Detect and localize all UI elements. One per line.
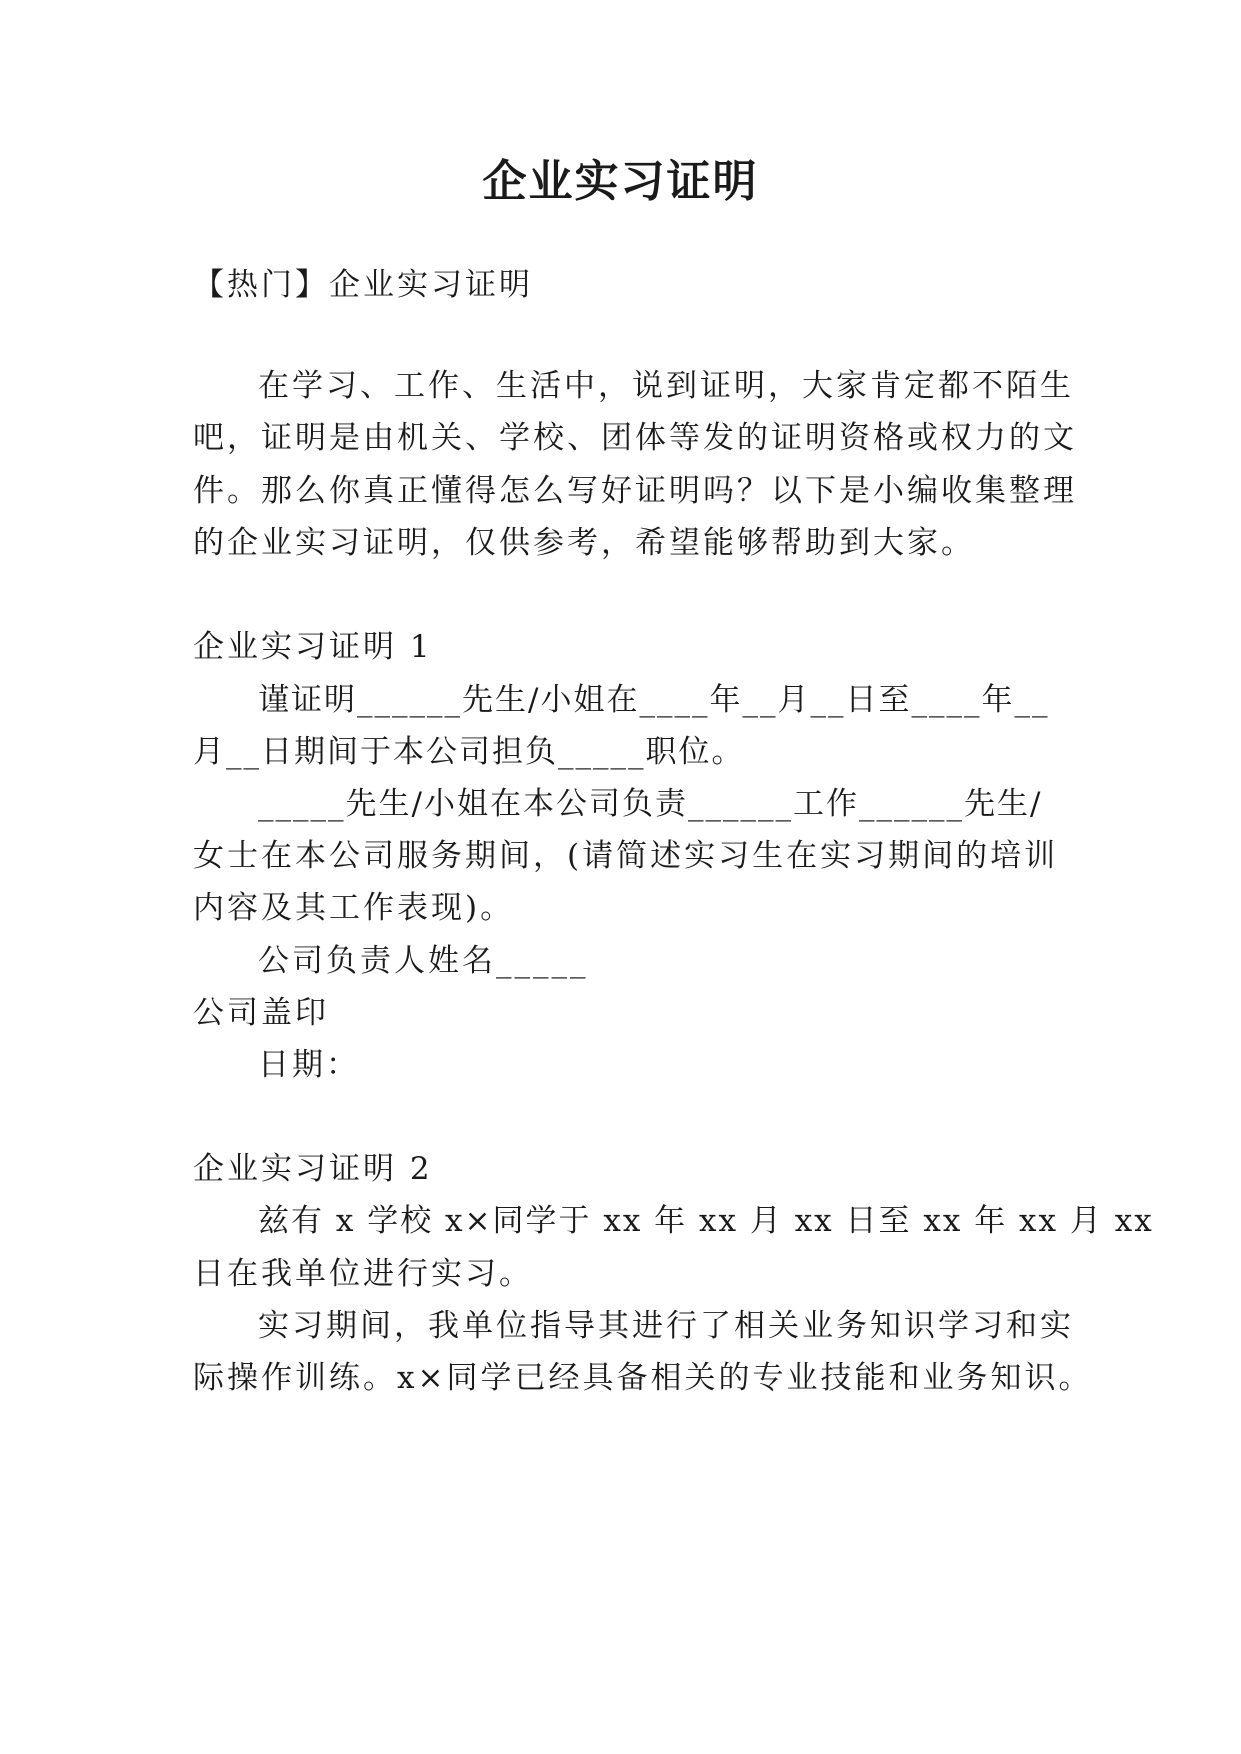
section-line: 公司负责人姓名_____ xyxy=(258,943,589,979)
section-line: _____先生/小姐在本公司负责______工作______先生/ xyxy=(258,786,1043,822)
section-line: 实习期间，我单位指导其进行了相关业务知识学习和实 xyxy=(258,1308,1074,1344)
section-line: 女士在本公司服务期间，(请简述实习生在实习期间的培训 xyxy=(193,838,1059,874)
section-heading: 企业实习证明 1 xyxy=(193,629,433,665)
intro-line: 在学习、工作、生活中，说到证明，大家肯定都不陌生 xyxy=(258,368,1074,404)
section-line: 兹有 x 学校 x×同学于 xx 年 xx 月 xx 日至 xx 年 xx 月 xx xyxy=(258,1203,1154,1239)
intro-line: 的企业实习证明，仅供参考，希望能够帮助到大家。 xyxy=(193,525,975,561)
section-line: 内容及其工作表现)。 xyxy=(193,890,515,926)
section-heading: 企业实习证明 2 xyxy=(193,1151,433,1187)
intro-line: 件。那么你真正懂得怎么写好证明吗？以下是小编收集整理 xyxy=(193,473,1077,509)
section-line: 公司盖印 xyxy=(193,995,329,1031)
section-line: 日期： xyxy=(258,1047,360,1083)
section-line: 际操作训练。x×同学已经具备相关的专业技能和业务知识。 xyxy=(193,1360,1093,1396)
intro-line: 吧，证明是由机关、学校、团体等发的证明资格或权力的文 xyxy=(193,420,1077,456)
document-subtitle: 【热门】企业实习证明 xyxy=(193,267,533,303)
section-line: 谨证明______先生/小姐在____年__月__日至____年__ xyxy=(258,682,1050,718)
section-line: 月__日期间于本公司担负_____职位。 xyxy=(193,734,745,770)
section-line: 日在我单位进行实习。 xyxy=(193,1256,533,1292)
document-title: 企业实习证明 xyxy=(482,156,759,207)
